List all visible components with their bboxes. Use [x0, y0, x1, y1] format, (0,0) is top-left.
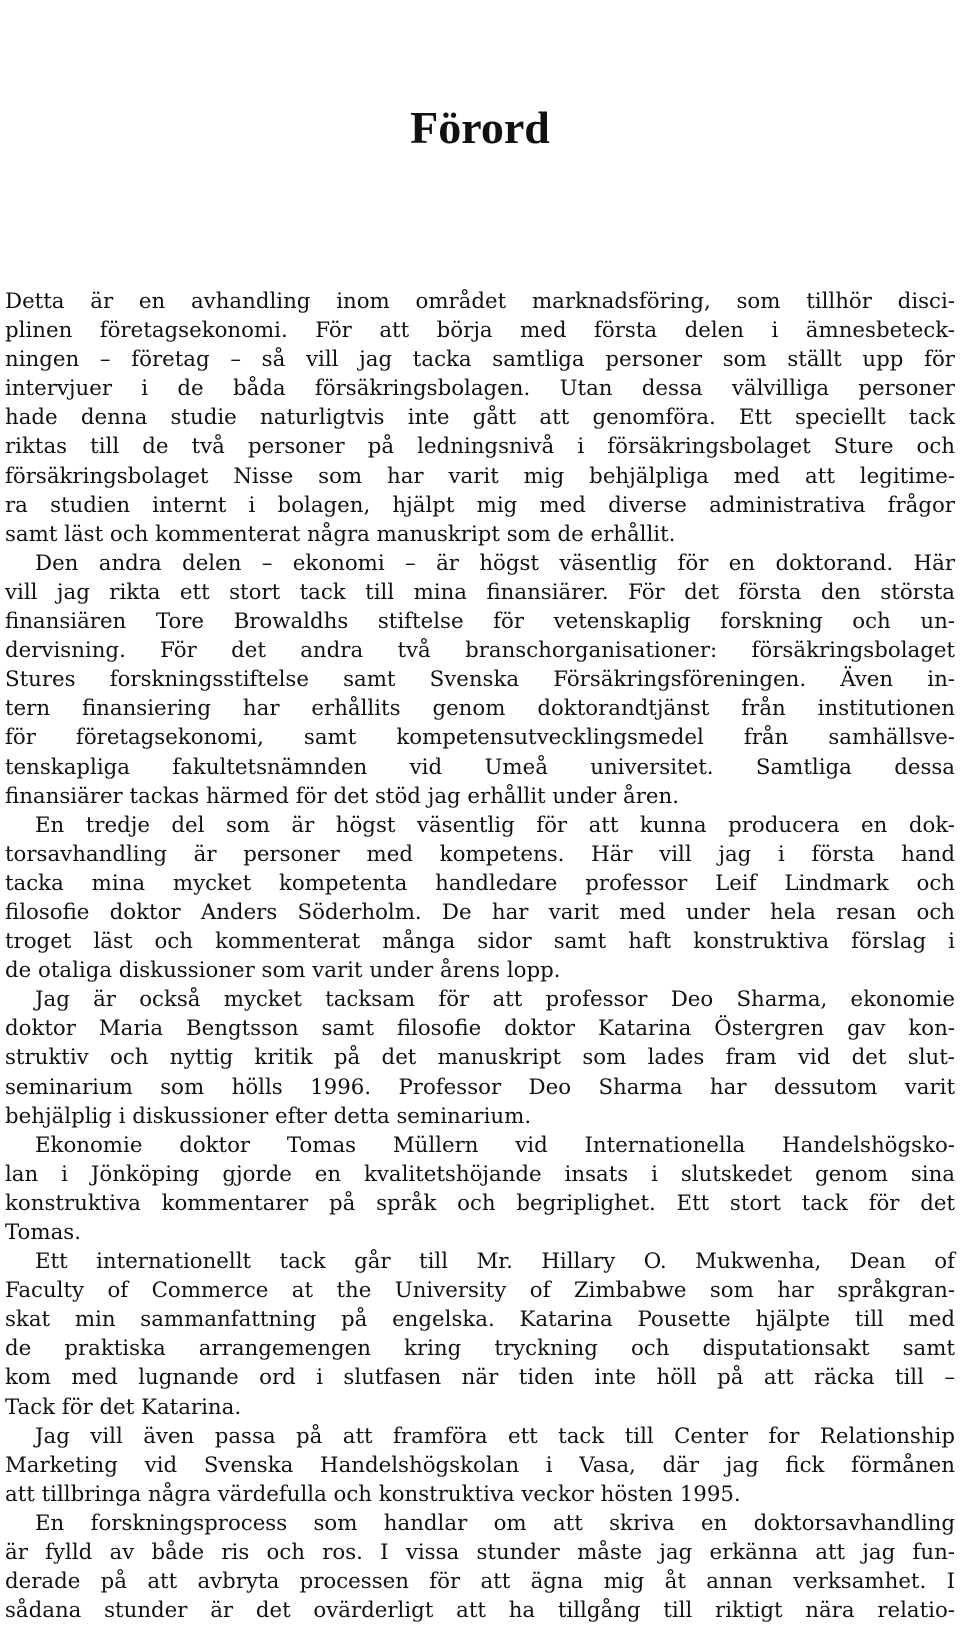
text-line: Detta är en avhandling inom området marknadsföring, som tillhör disci- — [5, 289, 955, 314]
text-line: behjälplig i diskussioner efter detta seminarium. — [5, 1103, 532, 1129]
text-line: Jag är också mycket tacksam för att professor Deo Sharma, ekonomie — [35, 987, 955, 1013]
text-line: dervisning. För det andra två branschorganisationer: försäkringsbolaget — [5, 638, 955, 664]
text-line: att tillbringa några värdefulla och konstruktiva veckor hösten 1995. — [5, 1481, 741, 1507]
text-line: för företagsekonomi, samt kompetensutvecklingsmedel från samhällsve- — [5, 725, 955, 751]
text-line: de praktiska arrangemengen kring tryckning och disputationsakt samt — [5, 1336, 955, 1362]
text-line: tenskapliga fakultetsnämnden vid Umeå universitet. Samtliga dessa — [5, 754, 955, 780]
text-line: Stures forskningsstiftelse samt Svenska Försäkringsföreningen. Även in- — [5, 667, 955, 693]
text-line: skat min sammanfattning på engelska. Katarina Pousette hjälpte till med — [5, 1307, 955, 1333]
text-line: tacka mina mycket kompetenta handledare professor Leif Lindmark och — [5, 870, 955, 896]
text-line: ra studien internt i bolagen, hjälpt mig med diverse administrativa frågor — [5, 492, 955, 518]
text-line: samt läst och kommenterat några manuskript som de erhållit. — [5, 521, 676, 547]
text-line: vill jag rikta ett stort tack till mina finansiärer. För det första den största — [5, 579, 955, 605]
page-title: Förord — [410, 102, 550, 153]
text-line: försäkringsbolaget Nisse som har varit mig behjälpliga med att legitime- — [5, 463, 955, 489]
text-line: Jag vill även passa på att framföra ett tack till Center for Relationship — [35, 1423, 955, 1449]
text-line: plinen företagsekonomi. För att börja med första delen i ämnesbeteck- — [5, 318, 955, 344]
text-line: tern finansiering har erhållits genom doktorandtjänst från institutionen — [5, 696, 955, 722]
preface-body — [5, 287, 955, 1625]
text-line: struktiv och nyttig kritik på det manuskript som lades fram vid det slut- — [5, 1045, 955, 1071]
text-line: är fylld av både ris och ros. I vissa stunder måste jag erkänna att jag fun- — [5, 1540, 955, 1566]
text-line: filosofie doktor Anders Söderholm. De har varit med under hela resan och — [5, 899, 955, 925]
text-line: intervjuer i de båda försäkringsbolagen. Utan dessa välvilliga personer — [5, 376, 955, 402]
text-line: finansiärer tackas härmed för det stöd jag erhållit under åren. — [5, 783, 679, 809]
text-line: lan i Jönköping gjorde en kvalitetshöjande insats i slutskedet genom sina — [5, 1161, 955, 1187]
text-line: Ekonomie doktor Tomas Müllern vid Internationella Handelshögsko- — [35, 1132, 955, 1158]
text-line: Tack för det Katarina. — [5, 1394, 242, 1420]
text-line: sådana stunder är det ovärderligt att ha tillgång till riktigt nära relatio- — [5, 1598, 955, 1624]
text-line: torsavhandling är personer med kompetens. Här vill jag i första hand — [5, 841, 955, 867]
text-line: derade på att avbryta processen för att ägna mig åt annan verksamhet. I — [5, 1569, 955, 1595]
text-line: seminarium som hölls 1996. Professor Deo Sharma har dessutom varit — [5, 1074, 955, 1100]
text-line: hade denna studie naturligtvis inte gått att genomföra. Ett speciellt tack — [5, 405, 955, 431]
text-line: finansiären Tore Browaldhs stiftelse för vetenskaplig forskning och un- — [5, 609, 955, 635]
text-line: Marketing vid Svenska Handelshögskolan i Vasa, där jag fick förmånen — [5, 1452, 955, 1478]
text-line: de otaliga diskussioner som varit under årens lopp. — [5, 958, 561, 984]
text-line: kom med lugnande ord i slutfasen när tiden inte höll på att räcka till – — [5, 1365, 955, 1391]
text-line: ningen – företag – så vill jag tacka samtliga personer som ställt upp för — [5, 347, 955, 373]
text-line: Faculty of Commerce at the University of Zimbabwe som har språkgran- — [5, 1278, 955, 1304]
text-line: konstruktiva kommentarer på språk och begriplighet. Ett stort tack för det — [5, 1190, 955, 1216]
text-line: Den andra delen – ekonomi – är högst väsentlig för en doktorand. Här — [35, 550, 955, 576]
text-line: troget läst och kommenterat många sidor samt haft konstruktiva förslag i — [5, 929, 955, 955]
text-line: Tomas. — [5, 1220, 81, 1245]
text-line: En tredje del som är högst väsentlig för att kunna producera en dok- — [35, 812, 955, 838]
text-line: Ett internationellt tack går till Mr. Hillary O. Mukwenha, Dean of — [35, 1249, 955, 1275]
text-line: doktor Maria Bengtsson samt filosofie doktor Katarina Östergren gav kon- — [5, 1016, 955, 1042]
text-line: En forskningsprocess som handlar om att skriva en doktorsavhandling — [35, 1510, 955, 1536]
text-line: riktas till de två personer på ledningsnivå i försäkringsbolaget Sture och — [5, 434, 955, 460]
